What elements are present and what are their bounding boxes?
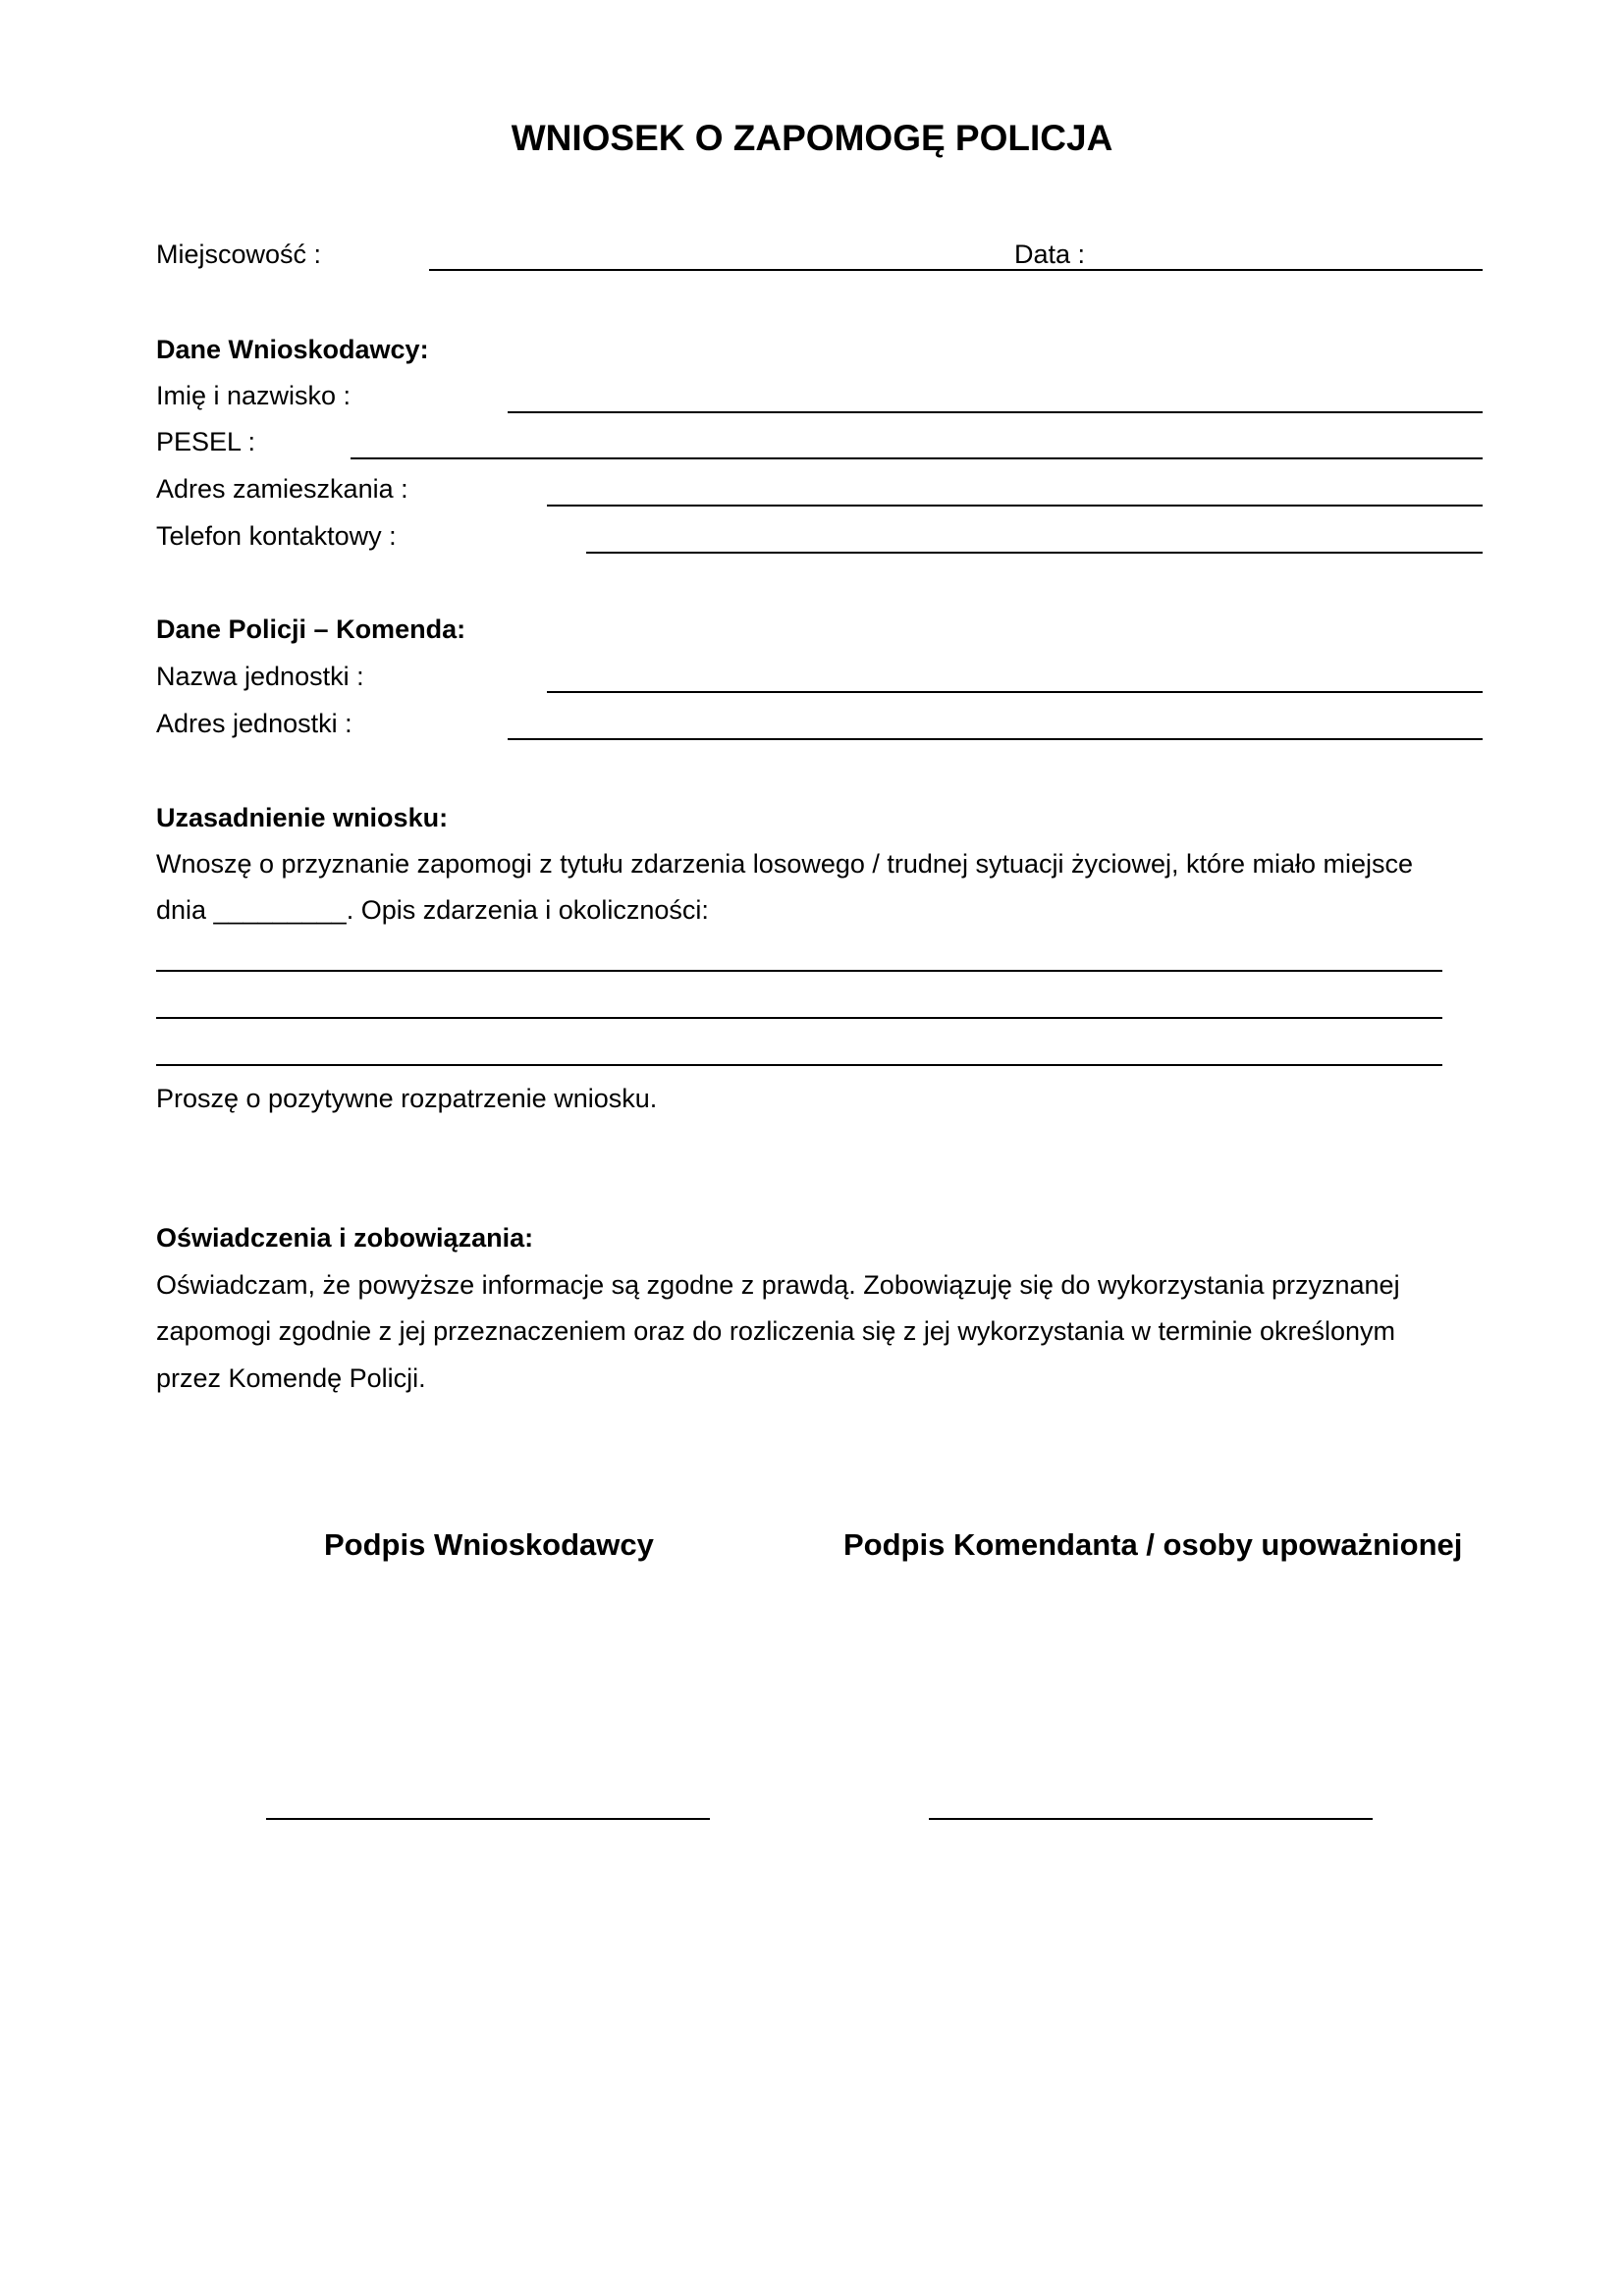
statements-heading: Oświadczenia i zobowiązania: [156, 1223, 534, 1253]
police-heading: Dane Policji – Komenda: [156, 614, 466, 644]
description-line-3[interactable] [156, 1064, 1442, 1066]
name-label: Imię i nazwisko : [156, 381, 352, 410]
applicant-signature-line[interactable] [266, 1818, 710, 1820]
place-label: Miejscowość : [156, 240, 322, 269]
statements-text-line1: Oświadczam, że powyższe informacje są zgodne z prawdą. Zobowiązuję się do wykorzystania przyznanej [156, 1270, 1400, 1300]
justification-heading: Uzasadnienie wniosku: [156, 803, 449, 832]
commander-signature-label: Podpis Komendanta / osoby upoważnionej [843, 1527, 1463, 1562]
phone-line[interactable] [586, 552, 1483, 554]
applicant-heading: Dane Wnioskodawcy: [156, 335, 429, 364]
place-date-line[interactable] [429, 269, 1483, 271]
name-line[interactable] [508, 411, 1483, 413]
unit-address-line[interactable] [508, 738, 1483, 740]
closing-text: Proszę o pozytywne rozpatrzenie wniosku. [156, 1084, 658, 1113]
justification-text-line2: dnia _________. Opis zdarzenia i okoliczności: [156, 895, 709, 925]
description-line-2[interactable] [156, 1017, 1442, 1019]
address-label: Adres zamieszkania : [156, 474, 408, 504]
description-line-1[interactable] [156, 970, 1442, 972]
unit-name-line[interactable] [547, 691, 1483, 693]
address-line[interactable] [547, 505, 1483, 507]
statements-text-line2: zapomogi zgodnie z jej przeznaczeniem oraz do rozliczenia się z jej wykorzystania w terminie określonym [156, 1316, 1396, 1346]
unit-address-label: Adres jednostki : [156, 709, 352, 738]
date-label: Data : [1014, 240, 1086, 269]
pesel-label: PESEL : [156, 427, 256, 456]
page-title: WNIOSEK O ZAPOMOGĘ POLICJA [511, 118, 1113, 158]
pesel-line[interactable] [351, 457, 1483, 459]
unit-name-label: Nazwa jednostki : [156, 662, 364, 691]
justification-text-line1: Wnoszę o przyznanie zapomogi z tytułu zdarzenia losowego / trudnej sytuacji życiowej, które miało miejsce [156, 849, 1414, 879]
phone-label: Telefon kontaktowy : [156, 521, 397, 551]
applicant-signature-label: Podpis Wnioskodawcy [324, 1527, 654, 1562]
statements-text-line3: przez Komendę Policji. [156, 1363, 426, 1393]
commander-signature-line[interactable] [929, 1818, 1373, 1820]
